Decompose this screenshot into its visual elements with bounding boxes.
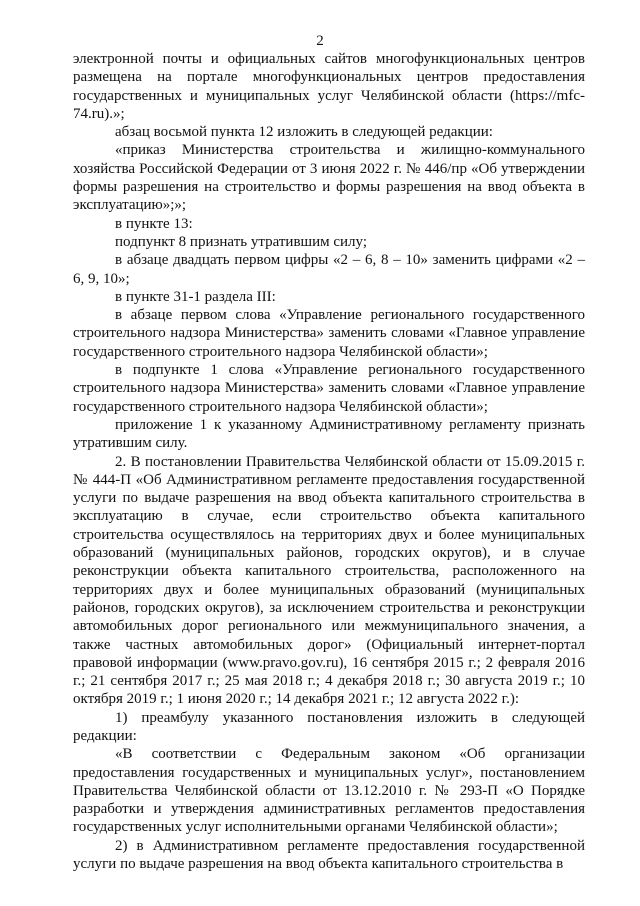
- paragraph: в пункте 31-1 раздела III:: [115, 288, 276, 305]
- paragraph: абзац восьмой пункта 12 изложить в следующей редакции:: [115, 124, 493, 141]
- paragraph: приложение 1 к указанному Административному регламенту признать утратившим силу.: [73, 416, 585, 452]
- paragraph: «приказ Министерства строительства и жилищно-коммунального хозяйства Российской Федерации от 3 июня 2022 г. № 446/пр «Об утверждении формы разрешения на строительство и формы разрешения на ввод объекта в эксплуатацию»;»;: [73, 142, 585, 214]
- paragraph: в абзаце двадцать первом цифры «2 – 6, 8 – 10» заменить цифрами «2 – 6, 9, 10»;: [73, 252, 585, 287]
- paragraph: в абзаце первом слова «Управление регионального государственного строительного надзора Министерства» заменить словами «Главное управление государственного строительного надзора Челябинской области»;: [73, 307, 585, 360]
- paragraph: в подпункте 1 слова «Управление регионального государственного строительного надзора Министерства» заменить словами «Главное управление государственного строительного надзора Челябинской области»;: [73, 362, 585, 415]
- document-body: [73, 50, 585, 873]
- page-number: 2: [316, 33, 324, 49]
- paragraph: электронной почты и официальных сайтов многофункциональных центров размещена на портале многофункциональных центров предоставления государственных и муниципальных услуг Челябинской области (https://mfc-74.ru).»;: [73, 51, 585, 122]
- paragraph: в пункте 13:: [115, 215, 193, 232]
- paragraph: подпункт 8 признать утратившим силу;: [115, 233, 367, 250]
- paragraph: 2. В постановлении Правительства Челябинской области от 15.09.2015 г. № 444-П «Об Административном регламенте предоставления государственной услуги по выдаче разрешения на ввод объекта капитального строительства в эксплуатацию в случае, если строительство объекта капитального строительства осуществлялось на территориях двух и более муниципальных образований (муниципальных районов, городских округов), и в случае реконструкции объекта капитального строительства, расположенного на территориях двух и более муниципальных образований (муниципальных районов, городских округов), за исключением строительства и реконструкции автомобильных дорог регионального или межмуниципального значения, а также частных автомобильных дорог» (Официальный интернет-портал правовой информации (www.pravo.gov.ru), 16 сентября 2015 г.; 2 февраля 2016 г.; 21 сентября 2017 г.; 25 мая 2018 г.; 4 декабря 2018 г.; 30 августа 2019 г.; 10 октября 2019 г.; 1 июня 2020 г.; 14 декабря 2021 г.; 12 августа 2022 г.):: [73, 453, 585, 708]
- paragraph: 1) преамбулу указанного постановления изложить в следующей редакции:: [73, 709, 585, 744]
- paragraph: «В соответствии с Федеральным законом «Об организации предоставления государственных и муниципальных услуг», постановлением Правительства Челябинской области от 13.12.2010 г. № 293-П «О Порядке разработки и утверждения административных регламентов предоставления государственных услуг исполнительными органами Челябинской области»;: [73, 746, 585, 836]
- paragraph: 2) в Административном регламенте предоставления государственной услуги по выдаче разрешения на ввод объекта капитального строительства в: [73, 837, 585, 873]
